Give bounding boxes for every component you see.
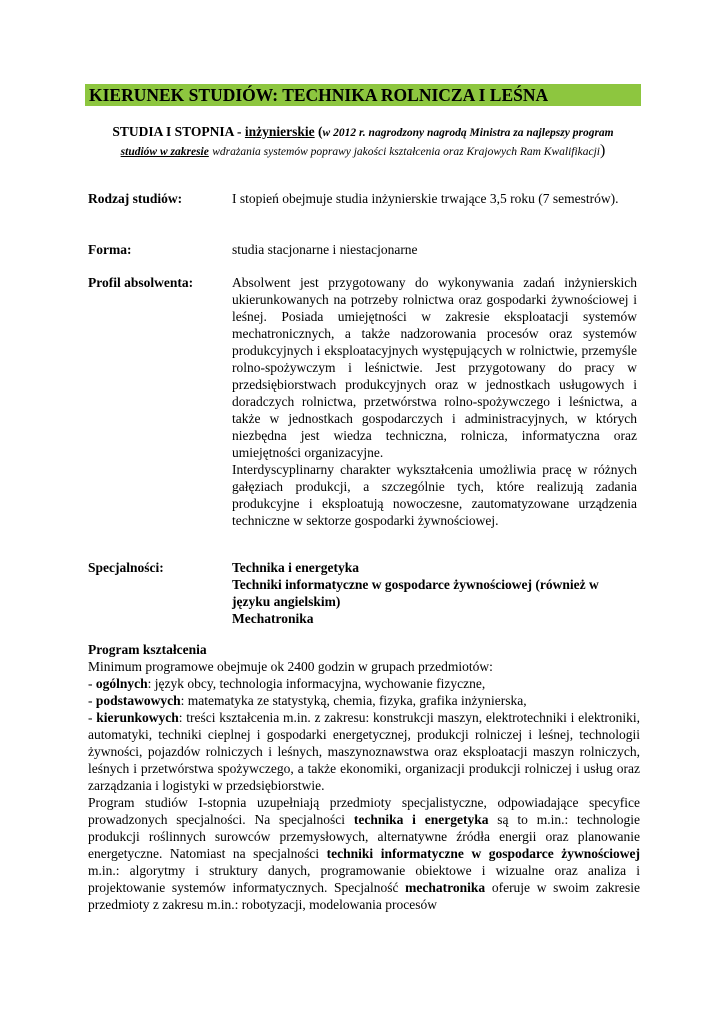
text-run-bold: technika i energetyka [353,812,489,827]
group-name: ogólnych [95,676,148,691]
text-run: są to m.in.: technologie produkcji roślinnych surowców przemysłowych, alternatywne źródła energii oraz planowanie energetyczne. Natomiast na specjalności [88,812,640,861]
text-run-bold: techniki informatyczne w gospodarce żywnościowej [326,846,640,861]
group-prefix: - [88,676,96,691]
program-intro: Minimum programowe obejmuje ok 2400 godzin w grupach przedmiotów: [88,659,493,674]
title-bar [85,84,641,106]
rodzaj-text: I stopień obejmuje studia inżynierskie trwające 3,5 roku (7 semestrów). [232,191,619,206]
rodzaj-label: Rodzaj studiów: [88,191,183,206]
group-text: : język obcy, technologia informacyjna, wychowanie fizyczne, [147,676,486,691]
profil-paragraph-2: Interdyscyplinarny charakter wykształcenia umożliwia pracę w różnych gałęziach produkcji, a szczególnie tych, które realizują zadania produkcyjne i eksploatują nowoczesne, zautomatyzowane urządzenia techniczne w sektorze gospodarki żywnościowej. [232,462,637,528]
rodzaj-value [232,190,637,207]
forma-text: studia stacjonarne i niestacjonarne [232,242,418,257]
specjalnosci-label: Specjalności: [88,560,164,575]
group-general [88,675,640,692]
text-run: Program studiów I-stopnia uzupełniają przedmioty specjalistyczne, odpowiadające specyfice prowadzonych specjalności. Na specjalności [88,795,640,827]
specialty-item: Technika i energetyka [232,560,360,575]
page-title: KIERUNEK STUDIÓW: TECHNIKA ROLNICZA I LEŚNA [89,85,549,105]
award-note: w 2012 r. nagrodzony nagrodą Ministra za najlepszy program [322,127,614,139]
text-run-bold: mechatronika [405,880,486,895]
group-major [88,709,640,794]
study-kind: inżynierskie [244,124,315,139]
paren-close: ) [600,142,606,159]
study-level: STUDIA I STOPNIA - [112,124,242,139]
forma-label: Forma: [88,242,132,257]
group-prefix: - [88,693,96,708]
program-heading: Program kształcenia [88,642,207,657]
paren-open: ( [318,124,323,139]
text-run: m.in.: algorytmy i struktury danych, programowanie obiektowe i wizualne oraz analiza i projektowanie systemów informatycznych. Specjalność [88,863,640,895]
profil-label: Profil absolwenta: [88,275,194,290]
award-note-rest: wdrażania systemów poprawy jakości kształcenia oraz Krajowych Ram Kwalifikacji [212,146,601,158]
group-text: : treści kształcenia m.in. z zakresu: konstrukcji maszyn, elektrotechniki i elektroniki, automatyki, techniki cieplnej i gospodarki energetycznej, produkcji rolniczej i leśnej, technologii żywności, pojazdów rolniczych i leśnych, maszynoznawstwa oraz eksploatacji maszyn rolniczych, leśnych i przetwórstwa spożywczego, a także ekonomiki, organizacji produkcji rolniczej i usług oraz zarządzania i logistyki w przedsiębiorstwie. [88,710,640,793]
program-specialties-paragraph [88,794,640,913]
group-name: kierunkowych [96,710,179,725]
profil-value [232,274,637,529]
profil-paragraph-1: Absolwent jest przygotowany do wykonywania zadań inżynierskich ukierunkowanych na potrzeby rolnictwa oraz gospodarki żywnościowej i leśnej. Posiada umiejętności w zakresie eksploatacji systemów mechatronicznych, a także nadzorowania procesów oraz systemów produkcyjnych i eksploatacyjnych występujących w rolnictwie, przemyśle rolno-spożywczym i leśnictwie. Jest przygotowany do pracy w przedsiębiorstwach produkcyjnych oraz w jednostkach usługowych i doradczych rolnictwa, przetwórstwa rolno-spożywczego i leśnictwa, a także w jednostkach gospodarczych i administracyjnych, w których niezbędna jest wiedza techniczna, rolnicza, informatyczna oraz umiejętności organizacyjne. [232,275,637,460]
group-prefix: - [88,710,97,725]
program-section [88,641,640,913]
award-note-underlined: studiów w zakresie [120,146,209,158]
text-run: oferuje w swoim zakresie przedmioty z zakresu m.in.: robotyzacji, modelowania procesów [88,880,640,912]
specialty-item: Mechatronika [232,611,314,626]
subtitle [85,123,641,161]
group-basic [88,692,640,709]
specialty-item: Techniki informatyczne w gospodarce żywnościowej (również w języku angielskim) [232,577,599,609]
specjalnosci-list [232,559,637,627]
group-text: : matematyka ze statystyką, chemia, fizyka, grafika inżynierska, [180,693,527,708]
group-name: podstawowych [95,693,181,708]
forma-value [232,241,637,258]
